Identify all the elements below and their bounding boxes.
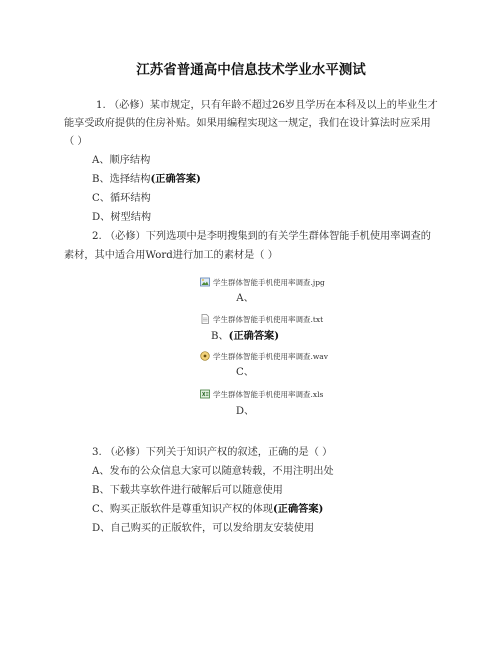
file-name-wav: 学生群体智能手机使用率调查.wav (213, 351, 329, 361)
q2-stem-line-1: 2. （必修）下列选项中是李明搜集到的有关学生群体智能手机使用率调查的 (92, 231, 431, 242)
excel-file-icon (200, 389, 210, 399)
q1-option-b-text: B、选择结构 (92, 174, 151, 185)
page-title: 江苏省普通高中信息技术学业水平测试 (136, 62, 366, 78)
q1-option-b (92, 173, 201, 186)
q1-option-a-text: A、顺序结构 (92, 155, 151, 166)
file-name-txt: 学生群体智能手机使用率调查.txt (213, 314, 324, 324)
q2-option-b-label (200, 330, 290, 343)
q2-option-a-label: A、 (236, 293, 254, 304)
q1-option-c (92, 192, 151, 205)
text-file-icon (200, 314, 210, 324)
q1-option-d (92, 211, 151, 224)
q3-option-b-text: B、下载共享软件进行破解后可以随意使用 (92, 485, 283, 496)
file-item-txt (200, 313, 323, 325)
file-item-xls (200, 388, 323, 400)
file-item-wav (200, 350, 328, 362)
q2-option-b-letter: B、 (210, 331, 229, 342)
q2-stem-line-2: 素材，其中适合用Word进行加工的素材是（ ） (64, 250, 278, 261)
q1-stem-line-2: 能享受政府提供的住房补贴。如果用编程实现这一规定，我们在设计算法时应采用 (64, 118, 431, 129)
q3-option-b (92, 484, 283, 497)
q1-option-d-text: D、树型结构 (92, 212, 152, 223)
file-item-jpg (200, 276, 325, 288)
q1-stem-line-1: 1. （必修）某市规定，只有年龄不超过26岁且学历在本科及以上的毕业生才 (96, 100, 438, 111)
file-name-xls: 学生群体智能手机使用率调查.xls (213, 389, 324, 399)
q1-option-c-text: C、循环结构 (92, 193, 151, 204)
q3-option-c (92, 503, 323, 516)
q2-correct-answer-mark: (正确答案) (228, 330, 280, 342)
q1-option-a (92, 154, 150, 167)
q1-stem-line-3: （ ） (64, 136, 88, 147)
q3-option-a-text: A、发布的公众信息大家可以随意转载，不用注明出处 (92, 466, 334, 477)
image-file-icon (200, 277, 210, 287)
q3-option-c-text: C、购买正版软件是尊重知识产权的体现 (92, 504, 273, 515)
q2-option-c-label: C、 (236, 367, 254, 378)
q3-option-a (92, 465, 334, 478)
q3-option-d-text: D、自己购买的正版软件，可以发给朋友安装使用 (92, 523, 315, 534)
file-name-jpg: 学生群体智能手机使用率调查.jpg (213, 277, 325, 287)
q3-option-d (92, 522, 314, 535)
q3-correct-answer-mark: (正确答案) (272, 503, 324, 515)
audio-file-icon (200, 351, 210, 361)
q3-stem-line-1: 3. （必修）下列关于知识产权的叙述，正确的是（ ） (92, 447, 333, 458)
q2-option-d-label: D、 (235, 406, 255, 417)
q1-correct-answer-mark: (正确答案) (150, 173, 201, 185)
